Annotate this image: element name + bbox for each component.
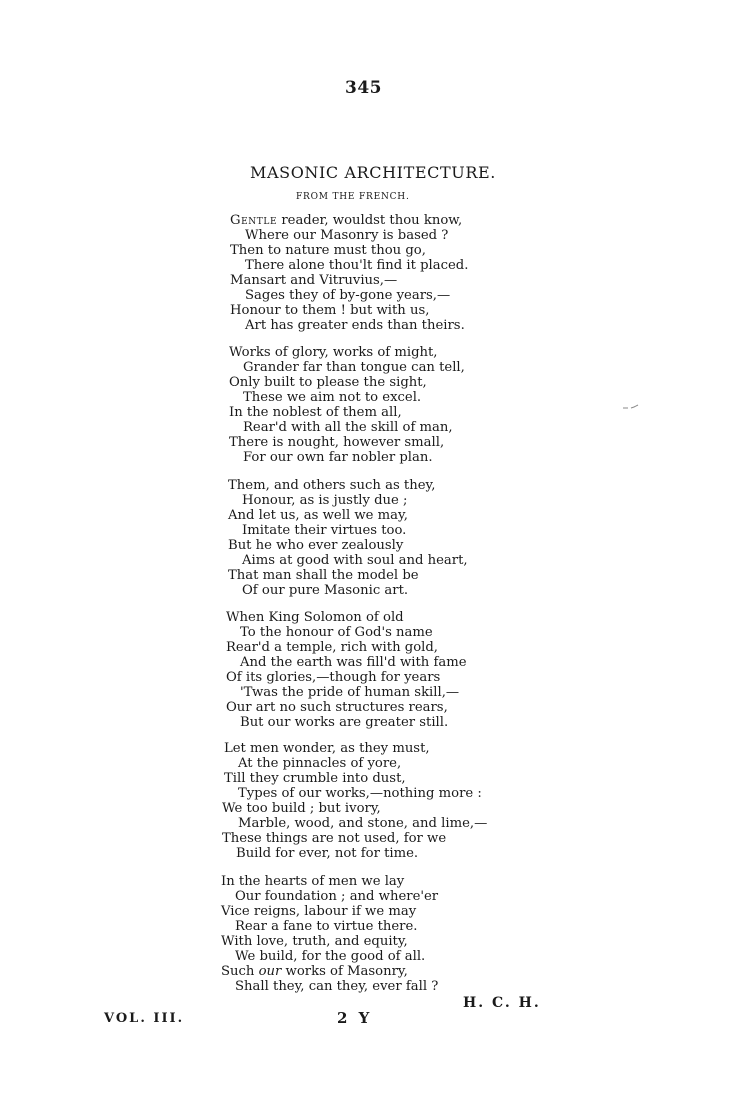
line-text: works of Masonry,: [281, 964, 408, 979]
poem-line: Rear'd with all the skill of man,: [243, 420, 453, 435]
poem-line: Mansart and Vitruvius,—: [230, 273, 398, 288]
poem-line: Of our pure Masonic art.: [242, 583, 409, 598]
poem-line: Aims at good with soul and heart,: [242, 553, 468, 568]
stray-ink-mark: [622, 404, 640, 410]
author-signature: H. C. H.: [463, 995, 541, 1011]
poem-line: Shall they, can they, ever fall ?: [235, 979, 439, 994]
poem-line: Our foundation ; and where'er: [235, 889, 439, 904]
poem-line: Marble, wood, and stone, and lime,—: [238, 816, 488, 831]
poem-line: Build for ever, not for time.: [236, 846, 419, 861]
poem-line: In the noblest of them all,: [229, 405, 402, 420]
poem-line: Our art no such structures rears,: [226, 700, 448, 715]
poem-line: Works of glory, works of might,: [229, 345, 438, 360]
poem-line: Rear'd a temple, rich with gold,: [226, 640, 438, 655]
poem-line: There alone thou'lt find it placed.: [245, 258, 469, 273]
poem-line: Sages they of by-gone years,—: [245, 288, 451, 303]
poem-line: [221, 964, 408, 979]
volume-label: VOL. III.: [104, 1011, 185, 1026]
poem-line: Art has greater ends than theirs.: [245, 318, 465, 333]
poem-line: That man shall the model be: [228, 568, 419, 583]
poem-line: To the honour of God's name: [240, 625, 433, 640]
printer-signature-mark: 2 Y: [337, 1009, 373, 1027]
poem-title: MASONIC ARCHITECTURE.: [250, 163, 496, 182]
poem-line: Then to nature must thou go,: [230, 243, 426, 258]
poem-line: Imitate their virtues too.: [242, 523, 407, 538]
poem-line: We too build ; but ivory,: [222, 801, 381, 816]
poem-line: There is nought, however small,: [229, 435, 445, 450]
poem-line: And let us, as well we may,: [228, 508, 408, 523]
poem-line: Till they crumble into dust,: [224, 771, 406, 786]
poem-line: Let men wonder, as they must,: [224, 741, 430, 756]
poem-line: But he who ever zealously: [228, 538, 404, 553]
poem-line: Vice reigns, labour if we may: [221, 904, 417, 919]
poem-line: [230, 213, 462, 228]
poem-line: These things are not used, for we: [222, 831, 447, 846]
poem-line: And the earth was fill'd with fame: [240, 655, 467, 670]
poem-line: Where our Masonry is based ?: [245, 228, 449, 243]
poem-line: Grander far than tongue can tell,: [243, 360, 465, 375]
poem-line: We build, for the good of all.: [235, 949, 426, 964]
poem-line: Honour to them ! but with us,: [230, 303, 430, 318]
drop-word: Gentle: [230, 213, 278, 228]
poem-line: At the pinnacles of yore,: [238, 756, 402, 771]
page-number: 345: [345, 78, 382, 98]
line-text: Such: [221, 964, 259, 979]
poem-line: Them, and others such as they,: [228, 478, 436, 493]
poem-line: Honour, as is justly due ;: [242, 493, 408, 508]
poem-line: Types of our works,—nothing more :: [238, 786, 482, 801]
poem-line: Rear a fane to virtue there.: [235, 919, 418, 934]
poem-line: But our works are greater still.: [240, 715, 449, 730]
poem-line: These we aim not to excel.: [243, 390, 422, 405]
poem-line: For our own far nobler plan.: [243, 450, 433, 465]
poem-line: With love, truth, and equity,: [221, 934, 408, 949]
poem-line: 'Twas the pride of human skill,—: [240, 685, 460, 700]
poem-subtitle: FROM THE FRENCH.: [296, 192, 410, 202]
poem-line: When King Solomon of old: [226, 610, 404, 625]
poem-line: Of its glories,—though for years: [226, 670, 441, 685]
poem-line: Only built to please the sight,: [229, 375, 427, 390]
emphasized-word: our: [258, 964, 282, 979]
line-text: reader, wouldst thou know,: [277, 213, 463, 228]
poem-line: In the hearts of men we lay: [221, 874, 405, 889]
